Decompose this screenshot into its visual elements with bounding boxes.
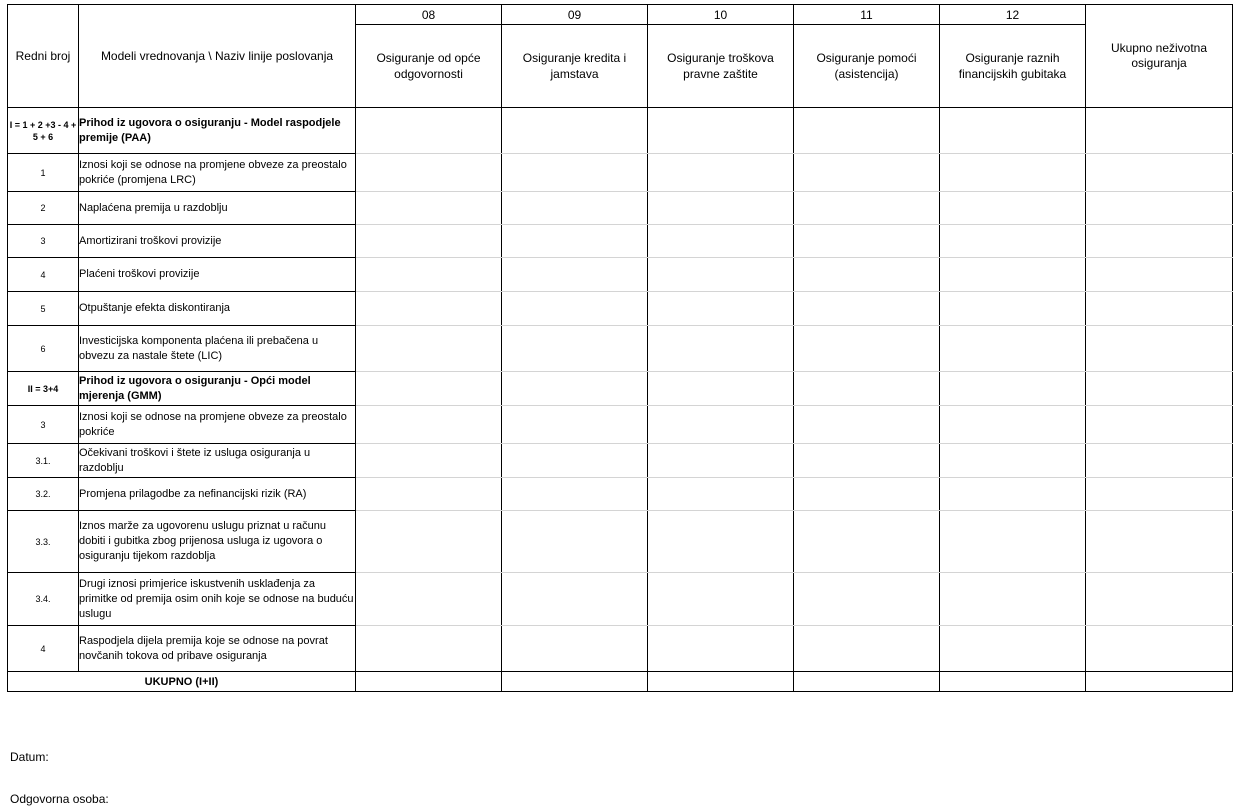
- value-cell[interactable]: [502, 372, 648, 406]
- value-cell[interactable]: [356, 192, 502, 225]
- row-label: Drugi iznosi primjerice iskustvenih usklađenja za primitke od premija osim onih koje se odnose na buduću uslugu: [79, 573, 356, 626]
- value-cell[interactable]: [1086, 108, 1233, 154]
- header-code-11: 11: [794, 5, 940, 25]
- header-model: Modeli vrednovanja \ Naziv linije poslovanja: [79, 5, 356, 108]
- total-value-cell[interactable]: [356, 672, 502, 692]
- table-row: [8, 326, 1233, 372]
- value-cell[interactable]: [356, 154, 502, 192]
- value-cell[interactable]: [648, 626, 794, 672]
- value-cell[interactable]: [1086, 406, 1233, 444]
- header-col-11: Osiguranje pomoći (asistencija): [794, 25, 940, 108]
- value-cell[interactable]: [794, 626, 940, 672]
- row-number: 3.4.: [8, 573, 79, 626]
- value-cell[interactable]: [940, 444, 1086, 478]
- value-cell[interactable]: [794, 511, 940, 573]
- row-label: Raspodjela dijela premija koje se odnose na povrat novčanih tokova od pribave osiguranja: [79, 626, 356, 672]
- value-cell[interactable]: [940, 478, 1086, 511]
- total-label: UKUPNO (I+II): [8, 672, 356, 692]
- value-cell[interactable]: [356, 406, 502, 444]
- header-redni-broj: Redni broj: [8, 5, 79, 108]
- value-cell[interactable]: [502, 406, 648, 444]
- value-cell[interactable]: [356, 573, 502, 626]
- row-number: II = 3+4: [8, 372, 79, 406]
- row-label: Iznos marže za ugovorenu uslugu priznat u računu dobiti i gubitka zbog prijenosa usluga iz ugovora o osiguranju tijekom razdoblja: [79, 511, 356, 573]
- value-cell[interactable]: [502, 511, 648, 573]
- row-label: Naplaćena premija u razdoblju: [79, 192, 356, 225]
- value-cell[interactable]: [648, 154, 794, 192]
- value-cell[interactable]: [940, 225, 1086, 258]
- value-cell[interactable]: [1086, 626, 1233, 672]
- value-cell[interactable]: [794, 225, 940, 258]
- total-value-cell[interactable]: [648, 672, 794, 692]
- header-col-10: Osiguranje troškova pravne zaštite: [648, 25, 794, 108]
- table-row: [8, 406, 1233, 444]
- value-cell[interactable]: [502, 225, 648, 258]
- row-label: Prihod iz ugovora o osiguranju - Opći model mjerenja (GMM): [79, 372, 356, 406]
- value-cell[interactable]: [794, 192, 940, 225]
- row-label: Očekivani troškovi i štete iz usluga osiguranja u razdoblju: [79, 444, 356, 478]
- value-cell[interactable]: [648, 326, 794, 372]
- value-cell[interactable]: [648, 258, 794, 292]
- table-row: [8, 258, 1233, 292]
- table-row: [8, 372, 1233, 406]
- value-cell[interactable]: [648, 192, 794, 225]
- row-number: 4: [8, 258, 79, 292]
- header-code-09: 09: [502, 5, 648, 25]
- value-cell[interactable]: [794, 108, 940, 154]
- table-row: [8, 154, 1233, 192]
- value-cell[interactable]: [356, 292, 502, 326]
- total-row: [8, 672, 1233, 692]
- value-cell[interactable]: [356, 108, 502, 154]
- value-cell[interactable]: [1086, 154, 1233, 192]
- value-cell[interactable]: [356, 478, 502, 511]
- value-cell[interactable]: [1086, 573, 1233, 626]
- value-cell[interactable]: [502, 154, 648, 192]
- row-label: Plaćeni troškovi provizije: [79, 258, 356, 292]
- header-code-12: 12: [940, 5, 1086, 25]
- table-row: [8, 192, 1233, 225]
- table-row: [8, 292, 1233, 326]
- value-cell[interactable]: [648, 478, 794, 511]
- value-cell[interactable]: [794, 573, 940, 626]
- table-row: [8, 511, 1233, 573]
- header-col-12: Osiguranje raznih financijskih gubitaka: [940, 25, 1086, 108]
- header-col-09: Osiguranje kredita i jamstava: [502, 25, 648, 108]
- value-cell[interactable]: [1086, 292, 1233, 326]
- value-cell[interactable]: [356, 326, 502, 372]
- row-number: 4: [8, 626, 79, 672]
- value-cell[interactable]: [940, 573, 1086, 626]
- value-cell[interactable]: [648, 511, 794, 573]
- row-number: 2: [8, 192, 79, 225]
- value-cell[interactable]: [502, 478, 648, 511]
- value-cell[interactable]: [1086, 372, 1233, 406]
- value-cell[interactable]: [940, 372, 1086, 406]
- value-cell[interactable]: [794, 406, 940, 444]
- value-cell[interactable]: [648, 292, 794, 326]
- table-row: [8, 108, 1233, 154]
- row-number: 3.3.: [8, 511, 79, 573]
- value-cell[interactable]: [356, 372, 502, 406]
- row-number: I = 1 + 2 +3 - 4 + 5 + 6: [8, 108, 79, 154]
- row-number: 1: [8, 154, 79, 192]
- value-cell[interactable]: [794, 326, 940, 372]
- table-row: [8, 478, 1233, 511]
- row-number: 3.2.: [8, 478, 79, 511]
- value-cell[interactable]: [940, 192, 1086, 225]
- total-value-cell[interactable]: [502, 672, 648, 692]
- total-value-cell[interactable]: [1086, 672, 1233, 692]
- table-row: [8, 225, 1233, 258]
- value-cell[interactable]: [648, 406, 794, 444]
- value-cell[interactable]: [502, 573, 648, 626]
- value-cell[interactable]: [940, 326, 1086, 372]
- value-cell[interactable]: [940, 626, 1086, 672]
- value-cell[interactable]: [1086, 192, 1233, 225]
- value-cell[interactable]: [1086, 326, 1233, 372]
- table-row: [8, 444, 1233, 478]
- header-col-08: Osiguranje od opće odgovornosti: [356, 25, 502, 108]
- value-cell[interactable]: [794, 292, 940, 326]
- row-number: 3.1.: [8, 444, 79, 478]
- value-cell[interactable]: [794, 444, 940, 478]
- value-cell[interactable]: [1086, 258, 1233, 292]
- row-label: Promjena prilagodbe za nefinancijski rizik (RA): [79, 478, 356, 511]
- row-label: Prihod iz ugovora o osiguranju - Model raspodjele premije (PAA): [79, 108, 356, 154]
- value-cell[interactable]: [1086, 478, 1233, 511]
- value-cell[interactable]: [356, 225, 502, 258]
- value-cell[interactable]: [794, 258, 940, 292]
- value-cell[interactable]: [940, 292, 1086, 326]
- row-label: Otpuštanje efekta diskontiranja: [79, 292, 356, 326]
- value-cell[interactable]: [502, 108, 648, 154]
- row-label: Investicijska komponenta plaćena ili prebačena u obvezu za nastale štete (LIC): [79, 326, 356, 372]
- value-cell[interactable]: [356, 258, 502, 292]
- value-cell[interactable]: [356, 444, 502, 478]
- report-table: [7, 4, 1233, 692]
- value-cell[interactable]: [940, 108, 1086, 154]
- value-cell[interactable]: [794, 372, 940, 406]
- value-cell[interactable]: [502, 444, 648, 478]
- row-label: Iznosi koji se odnose na promjene obveze za preostalo pokriće: [79, 406, 356, 444]
- value-cell[interactable]: [648, 444, 794, 478]
- value-cell[interactable]: [940, 154, 1086, 192]
- value-cell[interactable]: [1086, 225, 1233, 258]
- table-body: [8, 108, 1233, 692]
- value-cell[interactable]: [502, 192, 648, 225]
- value-cell[interactable]: [940, 511, 1086, 573]
- table-row: [8, 573, 1233, 626]
- odgovorna-osoba-label: Odgovorna osoba:: [10, 792, 109, 806]
- value-cell[interactable]: [502, 626, 648, 672]
- row-number: 6: [8, 326, 79, 372]
- value-cell[interactable]: [940, 258, 1086, 292]
- table-row: [8, 626, 1233, 672]
- row-label: Amortizirani troškovi provizije: [79, 225, 356, 258]
- value-cell[interactable]: [356, 511, 502, 573]
- value-cell[interactable]: [940, 406, 1086, 444]
- value-cell[interactable]: [794, 154, 940, 192]
- datum-label: Datum:: [10, 750, 49, 764]
- value-cell[interactable]: [648, 225, 794, 258]
- value-cell[interactable]: [648, 372, 794, 406]
- row-number: 3: [8, 225, 79, 258]
- header-code-08: 08: [356, 5, 502, 25]
- row-number: 3: [8, 406, 79, 444]
- value-cell[interactable]: [502, 326, 648, 372]
- value-cell[interactable]: [1086, 444, 1233, 478]
- row-label: Iznosi koji se odnose na promjene obveze za preostalo pokriće (promjena LRC): [79, 154, 356, 192]
- value-cell[interactable]: [356, 626, 502, 672]
- value-cell[interactable]: [648, 108, 794, 154]
- value-cell[interactable]: [648, 573, 794, 626]
- value-cell[interactable]: [502, 292, 648, 326]
- value-cell[interactable]: [1086, 511, 1233, 573]
- row-number: 5: [8, 292, 79, 326]
- header-code-10: 10: [648, 5, 794, 25]
- total-value-cell[interactable]: [940, 672, 1086, 692]
- total-value-cell[interactable]: [794, 672, 940, 692]
- header-total: Ukupno neživotna osiguranja: [1086, 5, 1233, 108]
- value-cell[interactable]: [794, 478, 940, 511]
- value-cell[interactable]: [502, 258, 648, 292]
